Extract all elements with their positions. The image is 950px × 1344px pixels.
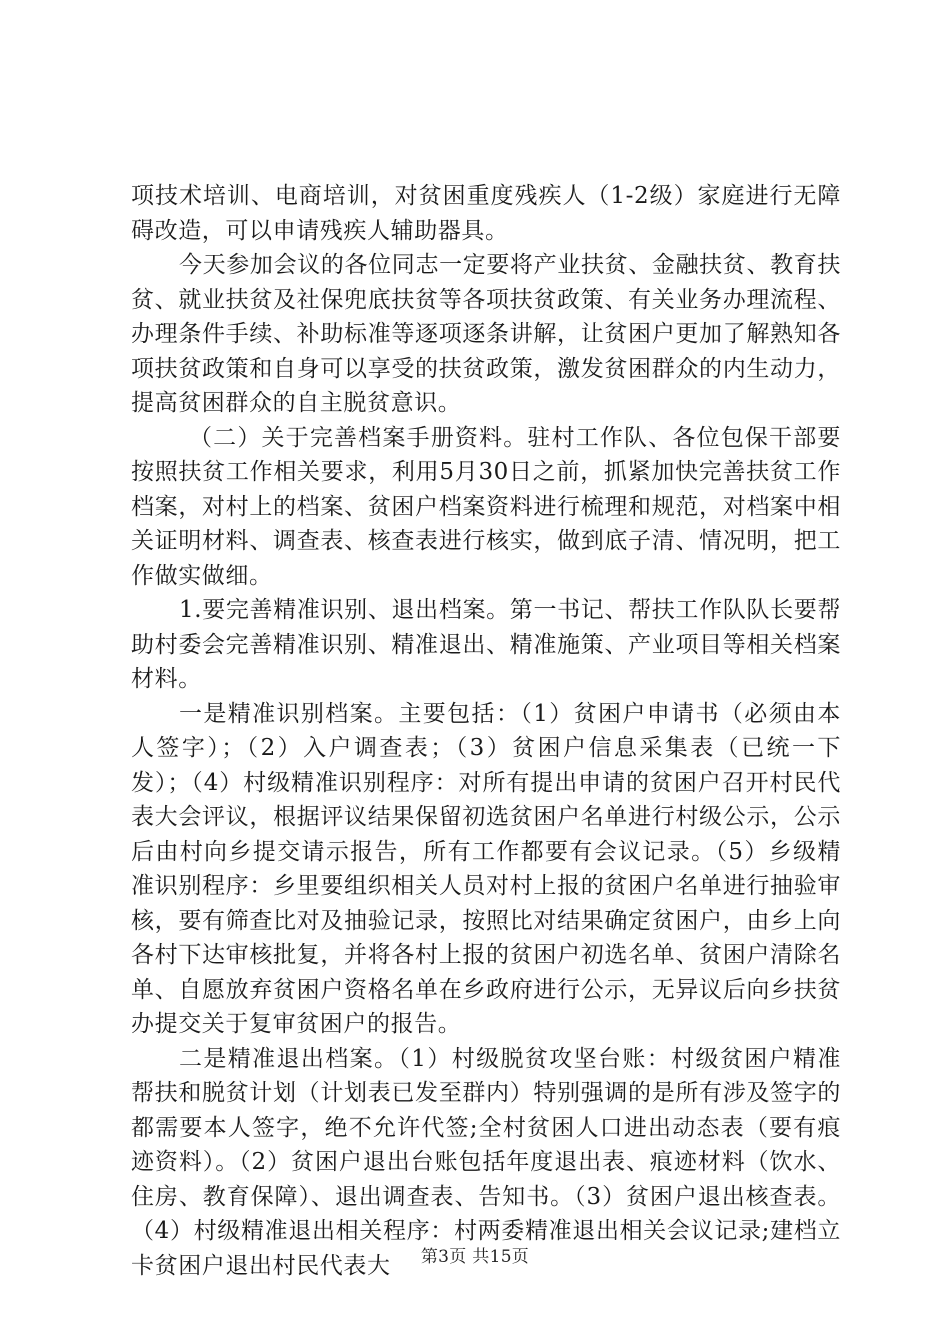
paragraph-exit-archive: 二是精准退出档案。（1）村级脱贫攻坚台账：村级贫困户精准帮扶和脱贫计划（计划表已发至群内）特别强调的是所有涉及签字的都需要本人签字，绝不允许代签;全村贫困人口进出动态表（要有痕迹资料）。（2）贫困户退出台账包括年度退出表、痕迹材料（饮水、住房、教育保障）、退出调查表、告知书。（3）贫困户退出核查表。（4）村级精准退出相关程序：村两委精准退出相关会议记录;建档立卡贫困户退出村民代表大 <box>131 1045 841 1279</box>
paragraph-meeting-instructions: 今天参加会议的各位同志一定要将产业扶贫、金融扶贫、教育扶贫、就业扶贫及社保兜底扶贫等各项扶贫政策、有关业务办理流程、办理条件手续、补助标准等逐项逐条讲解，让贫困户更加了解熟知各项扶贫政策和自身可以享受的扶贫政策，激发贫困群众的内生动力，提高贫困群众的自主脱贫意识。 <box>131 252 841 416</box>
page-number-footer: 第3页 共15页 <box>420 1247 530 1267</box>
paragraph-item-1-archives: 1.要完善精准识别、退出档案。第一书记、帮扶工作队队长要帮助村委会完善精准识别、精准退出、精准施策、产业项目等相关档案材料。 <box>131 597 841 692</box>
paragraph-training-continuation: 项技术培训、电商培训，对贫困重度残疾人（1-2级）家庭进行无障碍改造，可以申请残疾人辅助器具。 <box>131 183 841 244</box>
paragraph-section-archives: （二）关于完善档案手册资料。驻村工作队、各位包保干部要按照扶贫工作相关要求，利用5月30日之前，抓紧加快完善扶贫工作档案，对村上的档案、贫困户档案资料进行梳理和规范，对档案中相关证明材料、调查表、核查表进行核实，做到底子清、情况明，把工作做实做细。 <box>131 424 841 589</box>
document-body <box>131 179 841 1283</box>
paragraph-identification-archive: 一是精准识别档案。主要包括：（1）贫困户申请书（必须由本人签字）；（2）入户调查表；（3）贫困户信息采集表（已统一下发）；（4）村级精准识别程序：对所有提出申请的贫困户召开村民代表大会评议，根据评议结果保留初选贫困户名单进行村级公示，公示后由村向乡提交请示报告，所有工作都要有会议记录。（5）乡级精准识别程序：乡里要组织相关人员对村上报的贫困户名单进行抽验审核，要有筛查比对及抽验记录，按照比对结果确定贫困户，由乡上向各村下达审核批复，并将各村上报的贫困户初选名单、贫困户清除名单、自愿放弃贫困户资格名单在乡政府进行公示，无异议后向乡扶贫办提交关于复审贫困户的报告。 <box>131 700 841 1037</box>
